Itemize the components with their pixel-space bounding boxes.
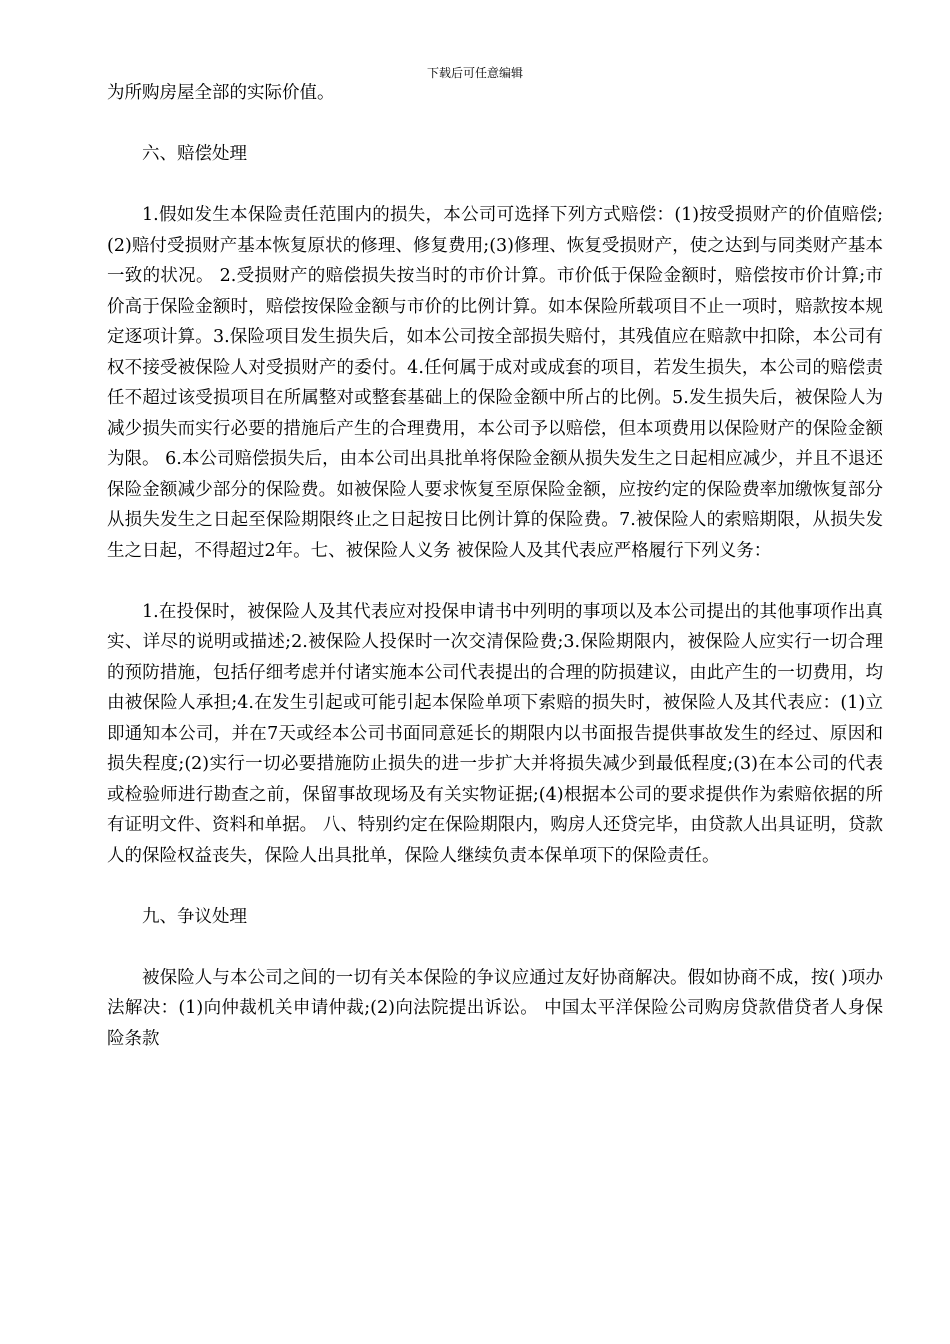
section-heading-compensation: 六、赔偿处理 [142,144,247,164]
paragraph-insured-obligations: 1.在投保时，被保险人及其代表应对投保申请书中列明的事项以及本公司提出的其他事项作出真实、详尽的说明或描述;2.被保险人投保时一次交清保险费;3.保险期限内，被保险人应实行一切合理的预防措施，包括仔细考虑并付诸实施本公司代表提出的合理的防损建议，由此产生的一切费用，均由被保险人承担;4.在发生引起或可能引起本保险单项下索赔的损失时，被保险人及其代表应：(1)立即通知本公司，并在7天或经本公司书面同意延长的期限内以书面报告提供事故发生的经过、原因和损失程度;(2)实行一切必要措施防止损失的进一步扩大并将损失减少到最低程度;(3)在本公司的代表或检验师进行勘查之前，保留事故现场及有关实物证据;(4)根据本公司的要求提供作为索赔依据的所有证明文件、资料和单据。 八、特别约定在保险期限内，购房人还贷完毕，由贷款人出具证明，贷款人的保险权益丧失，保险人出具批单，保险人继续负责本保单项下的保险责任。 [107,601,883,866]
paragraph-dispute-terms: 被保险人与本公司之间的一切有关本保险的争议应通过友好协商解决。假如协商不成，按( )项办法解决：(1)向仲裁机关申请仲裁;(2)向法院提出诉讼。 中国太平洋保险公司购房贷款借贷者人身保险条款 [107,967,883,1049]
page-header-note: 下载后可任意编辑 [426,66,523,80]
paragraph-continuation: 为所购房屋全部的实际价值。 [107,83,335,103]
document-body [107,78,883,1054]
paragraph-compensation-terms: 1.假如发生本保险责任范围内的损失，本公司可选择下列方式赔偿：(1)按受损财产的价值赔偿;(2)赔付受损财产基本恢复原状的修理、修复费用;(3)修理、恢复受损财产，使之达到与同类财产基本一致的状况。 2.受损财产的赔偿损失按当时的市价计算。市价低于保险金额时，赔偿按市价计算;市价高于保险金额时，赔偿按保险金额与市价的比例计算。如本保险所载项目不止一项时，赔款按本规定逐项计算。3.保险项目发生损失后，如本公司按全部损失赔付，其残值应在赔款中扣除，本公司有权不接受被保险人对受损财产的委付。4.任何属于成对或成套的项目，若发生损失，本公司的赔偿责任不超过该受损项目在所属整对或整套基础上的保险金额中所占的比例。5.发生损失后，被保险人为减少损失而实行必要的措施后产生的合理费用，本公司予以赔偿，但本项费用以保险财产的保险金额为限。 6.本公司赔偿损失后，由本公司出具批单将保险金额从损失发生之日起相应减少，并且不退还保险金额减少部分的保险费。如被保险人要求恢复至原保险金额，应按约定的保险费率加缴恢复部分从损失发生之日起至保险期限终止之日起按日比例计算的保险费。7.被保险人的索赔期限，从损失发生之日起，不得超过2年。七、被保险人义务 被保险人及其代表应严格履行下列义务： [107,205,883,561]
section-heading-dispute: 九、争议处理 [142,906,247,927]
